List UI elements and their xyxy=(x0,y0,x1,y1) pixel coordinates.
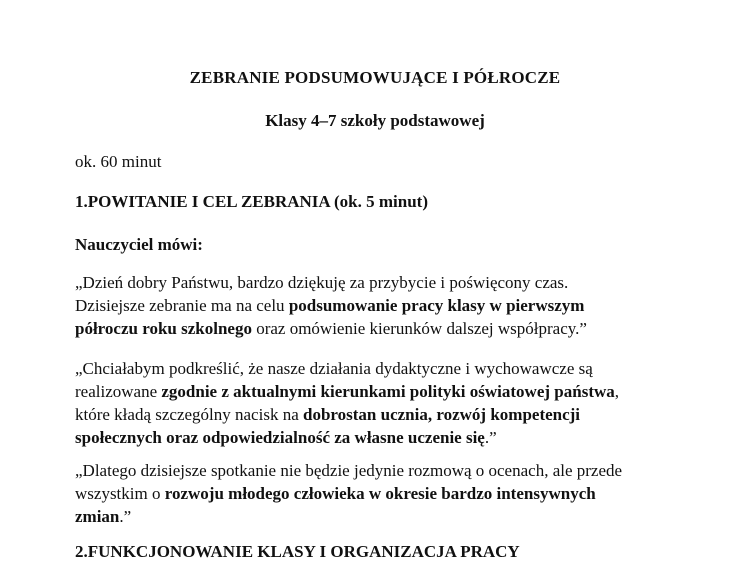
paragraph-line xyxy=(75,380,695,403)
text-run: które kładą szczególny nacisk na xyxy=(75,405,303,424)
bold-text-run: podsumowanie pracy klasy w pierwszym xyxy=(288,296,585,315)
bold-text-run: zmian xyxy=(75,507,120,526)
bold-text-run: dobrostan ucznia, rozwój kompetencji xyxy=(303,405,581,424)
text-run: Dzisiejsze zebranie ma na celu xyxy=(75,296,289,315)
text-run: wszystkim o xyxy=(75,484,165,503)
text-run: .” xyxy=(484,428,497,447)
bold-text-run: półroczu roku szkolnego xyxy=(75,319,252,338)
document-title: ZEBRANIE PODSUMOWUJĄCE I PÓŁROCZE xyxy=(189,68,561,87)
paragraph-line xyxy=(75,403,695,426)
paragraph-line xyxy=(75,271,695,294)
duration-text: ok. 60 minut xyxy=(75,152,162,171)
paragraph-line xyxy=(75,317,695,340)
bold-text-run: społecznych oraz odpowiedzialność za własne uczenie się xyxy=(75,428,485,447)
bold-text-run: zgodnie z aktualnymi kierunkami polityki oświatowej państwa xyxy=(161,382,615,401)
speaker-label: Nauczyciel mówi: xyxy=(75,235,203,254)
text-run: „Dzień dobry Państwu, bardzo dziękuję za przybycie i poświęcony czas. xyxy=(75,273,569,292)
text-run: .” xyxy=(119,507,132,526)
paragraph-line xyxy=(75,505,695,528)
text-run: „Dlatego dzisiejsze spotkanie nie będzie jedynie rozmową o ocenach, ale przede xyxy=(75,461,623,480)
text-run: , xyxy=(614,382,620,401)
paragraph-1 xyxy=(75,271,695,340)
section-1-heading: 1.POWITANIE I CEL ZEBRANIA (ok. 5 minut) xyxy=(75,192,428,211)
bold-text-run: rozwoju młodego człowieka w okresie bardzo intensywnych xyxy=(164,484,596,503)
paragraph-line xyxy=(75,294,695,317)
document-subtitle: Klasy 4–7 szkoły podstawowej xyxy=(265,111,485,130)
paragraph-line xyxy=(75,426,695,449)
section-2-heading: 2.FUNKCJONOWANIE KLASY I ORGANIZACJA PRACY xyxy=(75,542,520,561)
text-run: „Chciałabym podkreślić, że nasze działania dydaktyczne i wychowawcze są xyxy=(75,359,593,378)
paragraph-3 xyxy=(75,459,695,528)
paragraph-line xyxy=(75,357,695,380)
text-run: realizowane xyxy=(75,382,162,401)
text-run: oraz omówienie kierunków dalszej współpracy.” xyxy=(251,319,587,338)
paragraph-line xyxy=(75,459,695,482)
paragraph-2 xyxy=(75,357,695,449)
paragraph-line xyxy=(75,482,695,505)
